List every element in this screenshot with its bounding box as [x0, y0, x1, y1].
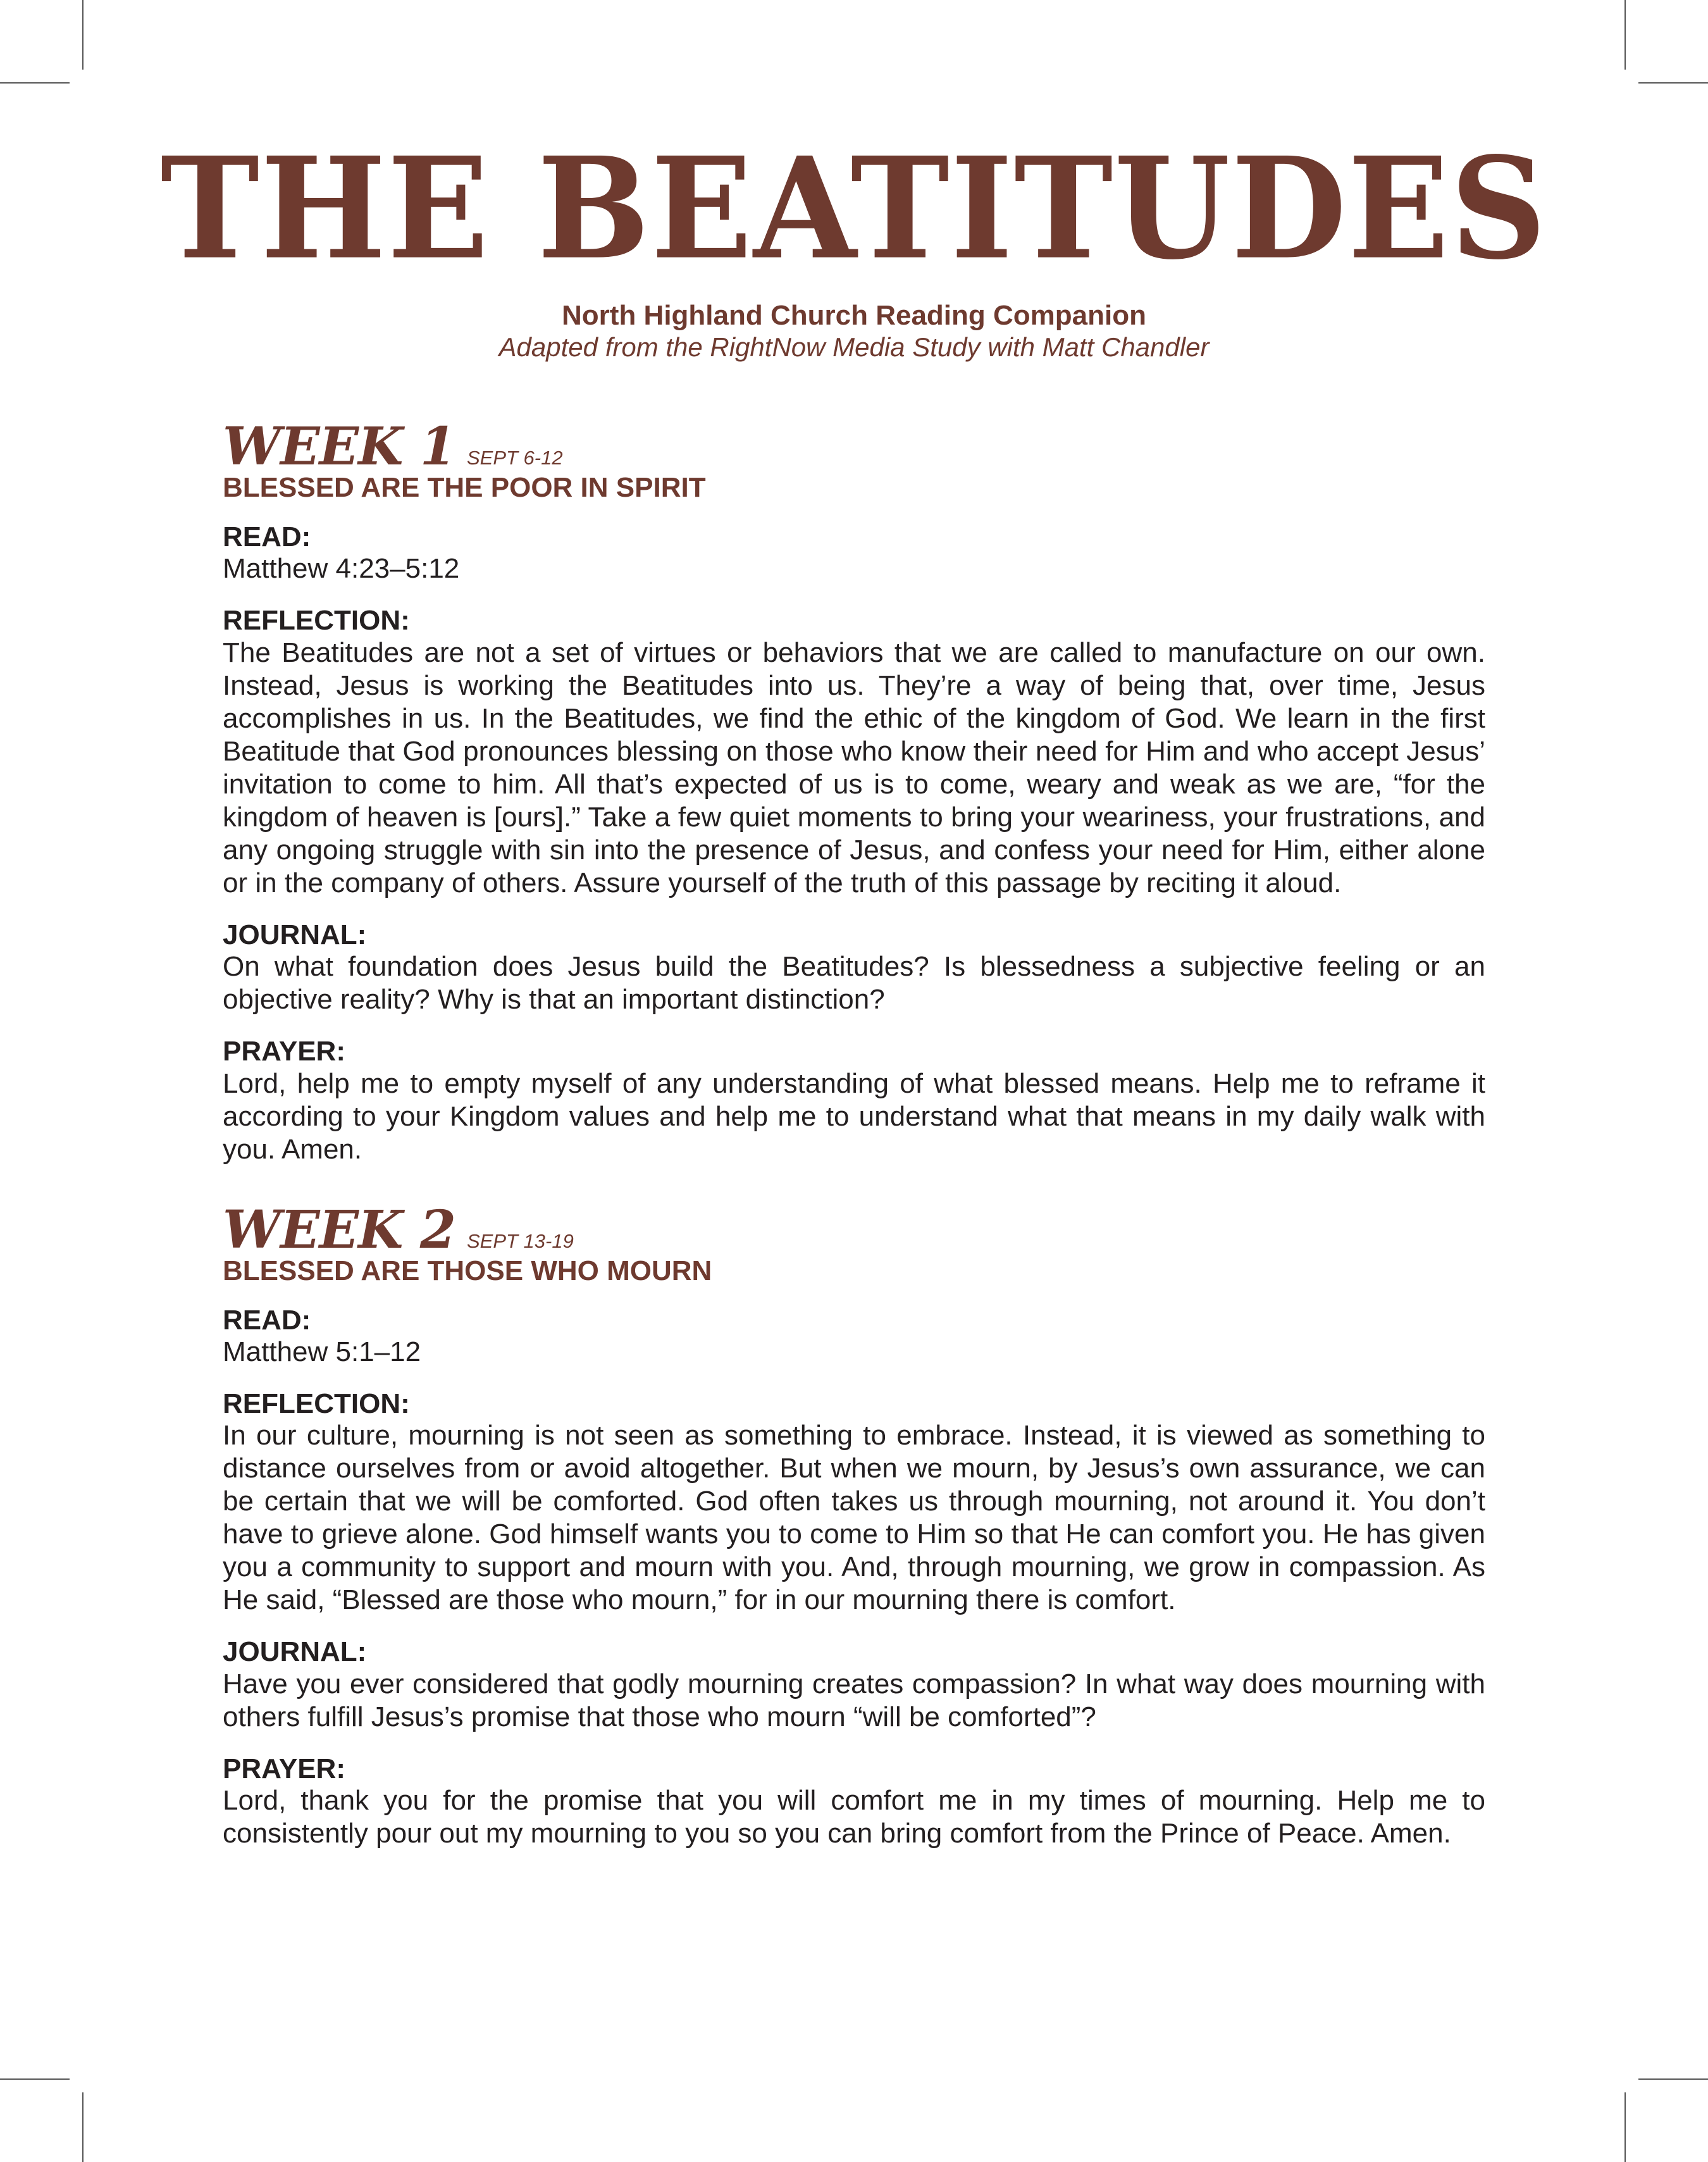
prayer-text: Lord, thank you for the promise that you will comfort me in my times of mourning. Help me to consistently pour out my mourning to you so you can bring comfort from the Prince of Peace. Amen.	[223, 1785, 1485, 1849]
reading-content	[223, 416, 1485, 1850]
journal-label: JOURNAL:	[223, 919, 367, 950]
week-1-label: WEEK 1	[223, 416, 455, 477]
week-2-dates: SEPT 13-19	[466, 1229, 574, 1252]
crop-mark-bottom-left-h	[0, 2078, 70, 2080]
week-1-prayer	[223, 1036, 1485, 1165]
week-2-section	[223, 1199, 1485, 1851]
crop-mark-top-left-h	[0, 82, 70, 84]
reflection-label: REFLECTION:	[223, 605, 410, 637]
reflection-text: In our culture, mourning is not seen as something to embrace. Instead, it is viewed as something to distance ourselves from or avoid altogether. But when we mourn, by Jesus’s own assurance, we can be certain that we will be comforted. God often takes us through mourning, not around it. You don’t have to grieve alone. God himself wants you to come to Him so that He can comfort you. He has given you a community to support and mourn with you. And, through mourning, we grow in compassion. As He said, “Blessed are those who mourn,” for in our mourning there is comfort.	[223, 1420, 1485, 1616]
page-title: THE BEATITUDES	[160, 126, 1548, 291]
crop-mark-bottom-right	[1624, 2092, 1626, 2162]
crop-mark-bottom-left	[82, 2092, 84, 2162]
prayer-label: PRAYER:	[223, 1036, 345, 1067]
week-1-read	[223, 522, 1485, 585]
reflection-label: REFLECTION:	[223, 1388, 410, 1419]
week-2-heading	[223, 1199, 1485, 1260]
week-2-journal	[223, 1637, 1485, 1733]
week-1-section	[223, 416, 1485, 1166]
journal-text: On what foundation does Jesus build the Beatitudes? Is blessedness a subjective feeling or an objective reality? Why is that an important distinction?	[223, 951, 1485, 1016]
reflection-text: The Beatitudes are not a set of virtues or behaviors that we are called to manufacture on our own. Instead, Jesus is working the Beatitudes into us. They’re a way of being that, over time, Jesus accomplishes in us. In the Beatitudes, we find the ethic of the kingdom of God. We learn in the first Beatitude that God pronounces blessing on those who know their need for Him and who accept Jesus’ invitation to come to him. All that’s expected of us is to come, weary and weak as we are, “for the kingdom of heaven is [ours].” Take a few quiet moments to bring your weariness, your frustrations, and any ongoing struggle with sin into the presence of Jesus, and confess your need for Him, either alone or in the company of others. Assure yourself of the truth of this passage by reciting it aloud.	[223, 637, 1485, 898]
read-label: READ:	[223, 521, 311, 552]
week-2-read	[223, 1305, 1485, 1369]
page-byline: Adapted from the RightNow Media Study with Matt Chandler	[498, 332, 1210, 362]
prayer-label: PRAYER:	[223, 1753, 345, 1784]
read-passage: Matthew 4:23–5:12	[223, 553, 460, 585]
week-2-theme: BLESSED ARE THOSE WHO MOURN	[223, 1255, 712, 1286]
week-2-label: WEEK 2	[223, 1199, 455, 1260]
week-1-reflection	[223, 606, 1485, 899]
week-1-heading	[223, 416, 1485, 477]
read-passage: Matthew 5:1–12	[223, 1336, 421, 1367]
crop-mark-bottom-right-h	[1638, 2078, 1708, 2080]
week-1-theme: BLESSED ARE THE POOR IN SPIRIT	[223, 472, 706, 503]
week-2-prayer	[223, 1754, 1485, 1850]
crop-mark-top-left	[82, 0, 84, 70]
crop-mark-top-right-h	[1638, 82, 1708, 84]
masthead	[0, 126, 1708, 362]
week-1-journal	[223, 920, 1485, 1016]
journal-text: Have you ever considered that godly mourning creates compassion? In what way does mourning with others fulfill Jesus’s promise that those who mourn “will be comforted”?	[223, 1668, 1485, 1732]
week-1-dates: SEPT 6-12	[466, 447, 563, 469]
journal-label: JOURNAL:	[223, 1636, 367, 1668]
crop-mark-top-right	[1624, 0, 1626, 70]
page-subtitle: North Highland Church Reading Companion	[562, 300, 1146, 331]
read-label: READ:	[223, 1304, 311, 1336]
week-2-reflection	[223, 1389, 1485, 1617]
prayer-text: Lord, help me to empty myself of any understanding of what blessed means. Help me to reframe it according to your Kingdom values and help me to understand what that means in my daily walk with you. Amen.	[223, 1067, 1485, 1165]
